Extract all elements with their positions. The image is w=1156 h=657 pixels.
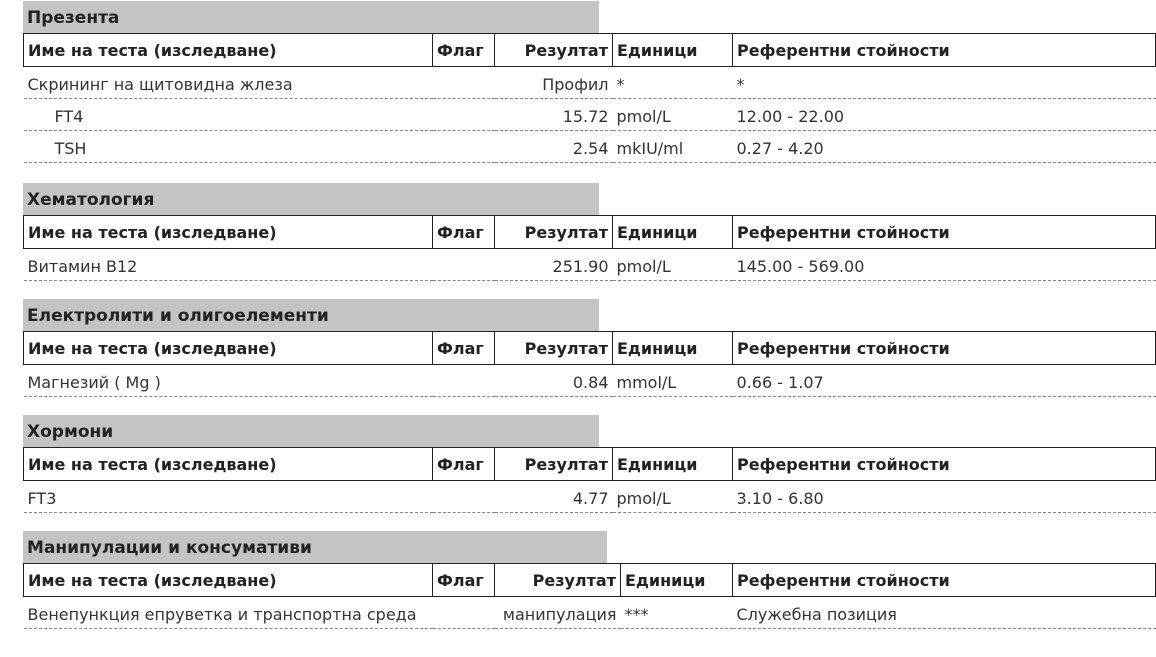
test-reference: 145.00 - 569.00: [733, 249, 1156, 281]
col-header-result: Резултат: [495, 216, 613, 249]
test-result: 4.77: [495, 481, 613, 513]
table-header-row: [24, 332, 1156, 365]
table-row: [24, 597, 1156, 629]
col-header-units: Единици: [621, 564, 733, 597]
test-name: TSH: [24, 131, 433, 163]
col-header-flag: Флаг: [433, 34, 495, 67]
test-name: FT3: [24, 481, 433, 513]
col-header-units: Единици: [613, 332, 733, 365]
test-name: FT4: [24, 99, 433, 131]
test-reference: 0.27 - 4.20: [733, 131, 1156, 163]
test-units: ***: [621, 597, 733, 629]
section-hormones: [23, 415, 1156, 513]
table-header-row: [24, 448, 1156, 481]
table-row: [24, 481, 1156, 513]
col-header-flag: Флаг: [433, 448, 495, 481]
test-name: Венепункция епруветка и транспортна среда: [24, 597, 433, 629]
test-units: mmol/L: [613, 365, 733, 397]
test-result: 2.54: [495, 131, 613, 163]
results-table: [23, 215, 1156, 281]
col-header-units: Единици: [613, 216, 733, 249]
col-header-name: Име на теста (изследване): [24, 332, 433, 365]
table-row: [24, 99, 1156, 131]
col-header-reference: Референтни стойности: [733, 564, 1156, 597]
col-header-result: Резултат: [495, 332, 613, 365]
results-table: [23, 331, 1156, 397]
col-header-reference: Референтни стойности: [733, 34, 1156, 67]
col-header-name: Име на теста (изследване): [24, 564, 433, 597]
table-header-row: [24, 216, 1156, 249]
table-header-row: [24, 564, 1156, 597]
test-result: Профил: [495, 67, 613, 99]
table-row: [24, 249, 1156, 281]
test-units: *: [613, 67, 733, 99]
test-units: mkIU/ml: [613, 131, 733, 163]
test-result: манипулация: [495, 597, 621, 629]
test-units: pmol/L: [613, 481, 733, 513]
test-name: Скрининг на щитовидна жлеза: [24, 67, 433, 99]
test-result: 251.90: [495, 249, 613, 281]
test-flag: [433, 249, 495, 281]
test-flag: [433, 99, 495, 131]
table-header-row: [24, 34, 1156, 67]
test-reference: *: [733, 67, 1156, 99]
test-reference: Служебна позиция: [733, 597, 1156, 629]
test-name: Магнезий ( Mg ): [24, 365, 433, 397]
col-header-result: Резултат: [495, 448, 613, 481]
test-flag: [433, 597, 495, 629]
col-header-reference: Референтни стойности: [733, 448, 1156, 481]
section-title: Хематология: [23, 183, 599, 215]
results-table: [23, 447, 1156, 513]
table-row: [24, 67, 1156, 99]
test-name: Витамин В12: [24, 249, 433, 281]
section-title: Презента: [23, 1, 599, 33]
col-header-result: Резултат: [495, 564, 621, 597]
col-header-name: Име на теста (изследване): [24, 34, 433, 67]
test-result: 15.72: [495, 99, 613, 131]
test-units: pmol/L: [613, 99, 733, 131]
section-title: Електролити и олигоелементи: [23, 299, 599, 331]
test-flag: [433, 67, 495, 99]
col-header-name: Име на теста (изследване): [24, 216, 433, 249]
section-hematology: [23, 183, 1156, 281]
table-row: [24, 131, 1156, 163]
col-header-units: Единици: [613, 34, 733, 67]
section-electrolytes: [23, 299, 1156, 397]
test-flag: [433, 481, 495, 513]
col-header-units: Единици: [613, 448, 733, 481]
test-result: 0.84: [495, 365, 613, 397]
test-flag: [433, 131, 495, 163]
test-reference: 12.00 - 22.00: [733, 99, 1156, 131]
results-table: [23, 33, 1156, 163]
test-reference: 0.66 - 1.07: [733, 365, 1156, 397]
results-table: [23, 563, 1156, 629]
section-title: Хормони: [23, 415, 599, 447]
test-units: pmol/L: [613, 249, 733, 281]
col-header-reference: Референтни стойности: [733, 216, 1156, 249]
col-header-reference: Референтни стойности: [733, 332, 1156, 365]
col-header-result: Резултат: [495, 34, 613, 67]
col-header-flag: Флаг: [433, 216, 495, 249]
test-reference: 3.10 - 6.80: [733, 481, 1156, 513]
section-title: Манипулации и консумативи: [23, 531, 607, 563]
col-header-name: Име на теста (изследване): [24, 448, 433, 481]
col-header-flag: Флаг: [433, 332, 495, 365]
test-flag: [433, 365, 495, 397]
table-row: [24, 365, 1156, 397]
section-manipulations: [23, 531, 1156, 629]
section-presenta: [23, 1, 1156, 163]
col-header-flag: Флаг: [433, 564, 495, 597]
